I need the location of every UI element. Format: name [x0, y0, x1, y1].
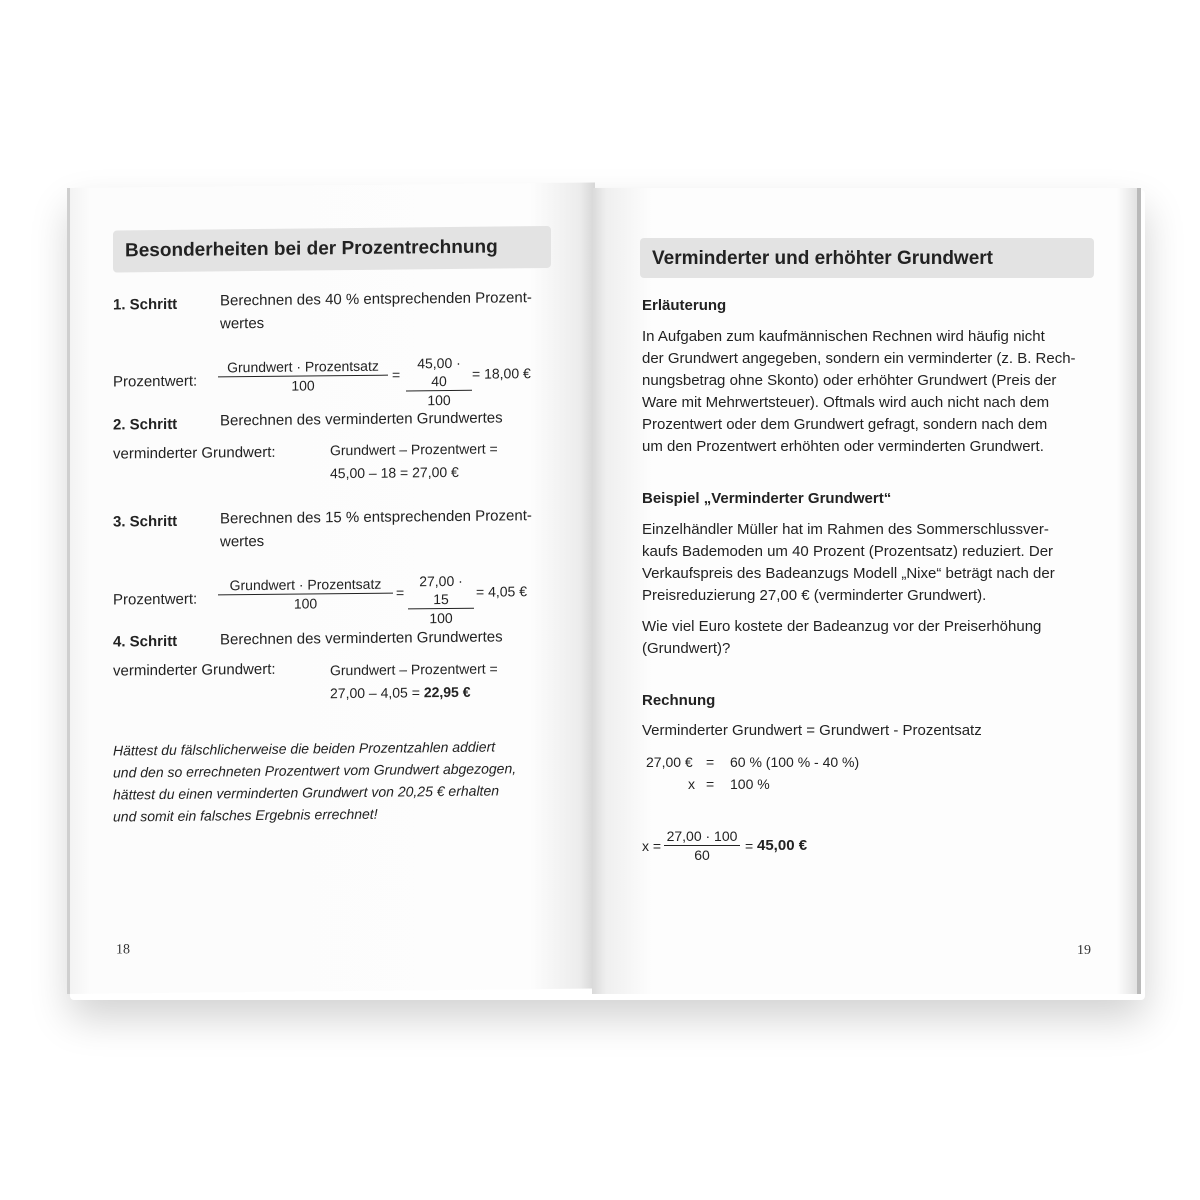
calc4-line2 [330, 681, 471, 704]
step2-text: Berechnen des verminderten Grundwertes [220, 409, 503, 430]
note-line1: Hättest du fälschlicherweise die beiden Prozentzahlen addiert [113, 738, 496, 759]
calc1-value-fraction [406, 354, 472, 410]
left-page [67, 182, 595, 994]
calc1-fraction [218, 357, 388, 396]
page-number-left: 18 [116, 942, 130, 958]
calc1-fraction-denominator: 100 [291, 377, 315, 394]
question-line1: Wie viel Euro kostete der Badeanzug vor der Preiserhöhung [642, 618, 1042, 635]
calc1-fraction-numerator: Grundwert · Prozentsatz [218, 357, 388, 378]
calc4-result: 22,95 € [423, 683, 471, 701]
step2-label: 2. Schritt [113, 415, 178, 434]
calc2-line1: Grundwert – Prozentwert = [330, 440, 498, 459]
right-page [592, 188, 1141, 994]
calc1-equals: = [392, 366, 401, 383]
calc3-result: = 4,05 € [476, 583, 527, 600]
proportion2-right: 100 % [730, 776, 770, 792]
explanation-title: Erläuterung [642, 297, 727, 314]
example-line4: Preisreduzierung 27,00 € (verminderter Grundwert). [642, 587, 987, 604]
note-line2: und den so errechneten Prozentwert vom Grundwert abgezogen, [113, 760, 517, 781]
final-fraction [664, 827, 740, 864]
step1-text-line1: Berechnen des 40 % entsprechenden Prozent- [220, 289, 532, 310]
explanation-line2: der Grundwert angegeben, sondern ein verminderter (z. B. Rech- [642, 350, 1076, 367]
calc4-line1: Grundwert – Prozentwert = [330, 660, 498, 679]
example-line3: Verkaufspreis des Badeanzugs Modell „Nixe“ beträgt nach der [642, 565, 1055, 582]
proportion1-right: 60 % (100 % - 40 %) [730, 754, 860, 770]
step4-text: Berechnen des verminderten Grundwertes [220, 628, 503, 649]
example-title: Beispiel „Verminderter Grundwert“ [642, 490, 892, 507]
final-equals: = [745, 838, 754, 854]
calculation-title: Rechnung [642, 692, 716, 709]
step3-text-line2: wertes [220, 532, 265, 551]
proportion2-left: x [688, 776, 695, 792]
calc4-line2-prefix: 27,00 – 4,05 = [330, 684, 424, 702]
calc2-line2: 45,00 – 18 = 27,00 € [330, 463, 459, 482]
step1-label: 1. Schritt [113, 295, 178, 314]
calc3-fraction-numerator: Grundwert · Prozentsatz [218, 575, 393, 596]
page-number-right: 19 [1077, 943, 1091, 958]
formula-line: Verminderter Grundwert = Grundwert - Prozentsatz [642, 722, 982, 739]
calc3-value-numerator: 27,00 · 15 [408, 572, 474, 610]
final-fraction-denominator: 60 [694, 847, 710, 863]
example-line1: Einzelhändler Müller hat im Rahmen des Sommerschlussver- [642, 521, 1049, 538]
explanation-line3: nungsbetrag ohne Skonto) oder erhöhter Grundwert (Preis der [642, 372, 1057, 389]
step3-label: 3. Schritt [113, 512, 178, 531]
calc1-value-numerator: 45,00 · 40 [406, 354, 472, 392]
calc3-fraction [218, 575, 393, 614]
explanation-line4: Ware mit Mehrwertsteuer). Oftmals wird auch nicht nach dem [642, 394, 1050, 411]
step3-text-line1: Berechnen des 15 % entsprechenden Prozent- [220, 507, 532, 528]
explanation-line1: In Aufgaben zum kaufmännischen Rechnen wird häufig nicht [642, 328, 1045, 345]
example-line2: kaufs Bademoden um 40 Prozent (Prozentsatz) reduziert. Der [642, 543, 1054, 560]
question-line2: (Grundwert)? [642, 640, 731, 657]
calc1-value-denominator: 100 [427, 391, 451, 409]
calc1-label: Prozentwert: [113, 372, 198, 391]
calc3-value-denominator: 100 [429, 609, 453, 627]
proportion1-left: 27,00 € [646, 754, 693, 770]
calc3-fraction-denominator: 100 [293, 595, 318, 612]
step1-text-line2: wertes [220, 314, 265, 333]
calc2-label: verminderter Grundwert: [113, 443, 276, 463]
right-page-heading: Verminderter und erhöhter Grundwert [640, 238, 1094, 278]
left-page-heading: Besonderheiten bei der Prozentrechnung [113, 226, 551, 273]
calc3-value-fraction [408, 572, 474, 628]
proportion1-equals: = [706, 754, 715, 770]
note-line3: hättest du einen verminderten Grundwert von 20,25 € erhalten [113, 782, 500, 803]
step4-label: 4. Schritt [113, 632, 178, 651]
calc1-result: = 18,00 € [472, 365, 531, 382]
explanation-line6: um den Prozentwert erhöhten oder verminderten Grundwert. [642, 438, 1044, 455]
calc3-equals: = [396, 584, 405, 601]
note-line4: und somit ein falsches Ergebnis errechnet! [113, 805, 378, 825]
calc4-label: verminderter Grundwert: [113, 660, 276, 680]
final-fraction-numerator: 27,00 · 100 [664, 827, 740, 846]
final-prefix: x = [642, 838, 662, 854]
calc3-label: Prozentwert: [113, 590, 198, 609]
final-result: 45,00 € [757, 837, 808, 854]
proportion2-equals: = [706, 776, 715, 792]
explanation-line5: Prozentwert oder dem Grundwert gefragt, sondern nach dem [642, 416, 1048, 433]
